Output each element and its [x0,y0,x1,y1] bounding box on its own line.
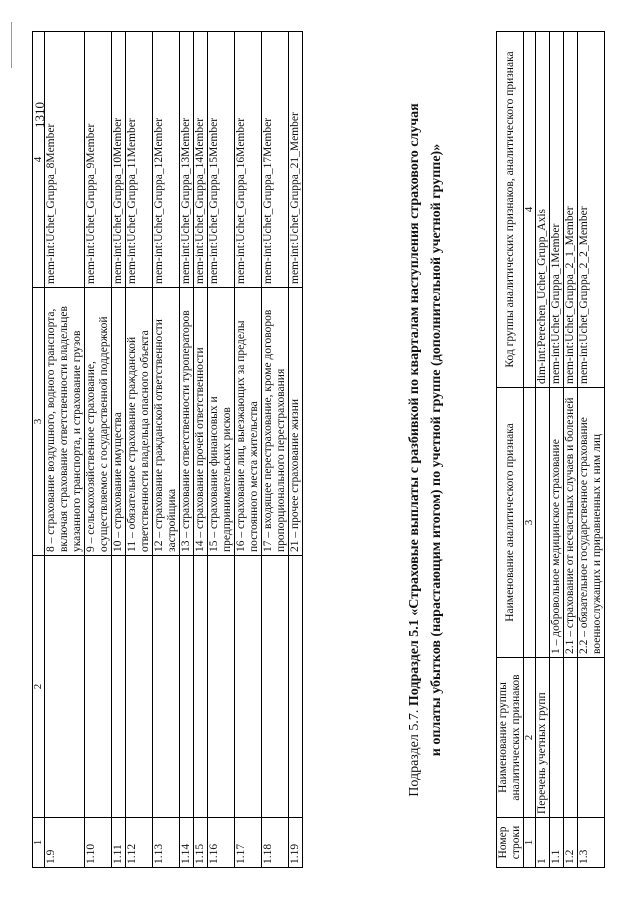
column-number: 2 [524,658,536,818]
feature-name-cell: 17 – входящее перестрахование, кроме договоров пропорционального перестрахования [262,288,289,556]
header-feature-name: Наименование аналитического признака [497,388,524,658]
row-number: 1.1 [550,818,564,868]
code-cell: mem-int:Uchet_Gruppa_21_Member [289,32,303,288]
row-number: 1.3 [578,818,605,868]
feature-name-cell: 16 – страхование лиц, выезжающих за пределы постоянного места жительства [235,288,262,556]
code-cell: mem-int:Uchet_Gruppa_10Member [112,32,126,288]
table-row [180,32,194,868]
code-cell: mem-int:Uchet_Gruppa_2_1_Member [564,32,578,388]
feature-name-cell: 1 – добровольное медицинское страхование [550,388,564,658]
column-number: 3 [524,388,536,658]
row-number: 1.18 [262,818,289,868]
code-cell: mem-int:Uchet_Gruppa_15Member [208,32,235,288]
caption-title-line-2: и оплаты убытков (нарастающим итогом) по учетной группе (дополнительной учетной группе)» [429,143,444,757]
table-row [112,32,126,868]
feature-name-cell: 11 – обязательное страхование гражданской ответственности владельца опасного объекта [126,288,153,556]
header-code: Код группы аналитических признаков, аналитического признака [497,32,524,388]
feature-name-cell: 8 – страхование воздушного, водного транспорта, включая страхование ответственности владельцев указанного транспорта, и страхование грузов [45,288,85,556]
table-row [235,32,262,868]
group-name-cell [85,556,112,818]
table-row [153,32,180,868]
code-cell: mem-int:Uchet_Gruppa_14Member [194,32,208,288]
scan-edge-mark [11,22,12,68]
column-number: 4 [33,32,45,288]
column-number: 1 [524,818,536,868]
table-row [194,32,208,868]
table-row [208,32,235,868]
column-number: 4 [524,32,536,388]
table-row [126,32,153,868]
page-number: 1310 [32,102,47,128]
feature-name-cell: 15 – страхование финансовых и предпринимательских рисков [208,288,235,556]
column-number-row [524,32,536,868]
table-row [289,32,303,868]
row-number: 1.13 [153,818,180,868]
table-row [578,32,605,868]
group-name-cell [153,556,180,818]
row-number: 1.9 [45,818,85,868]
group-name-cell [194,556,208,818]
row-number: 1.11 [112,818,126,868]
code-cell: mem-int:Uchet_Gruppa_11Member [126,32,153,288]
feature-name-cell: 21 – прочее страхование жизни [289,288,303,556]
group-name-cell [578,658,605,818]
groups-table-continued [32,31,303,868]
column-number: 2 [33,556,45,818]
group-name-cell [208,556,235,818]
row-number: 1.12 [126,818,153,868]
subsection-caption [404,32,448,868]
feature-name-cell: 9 – сельскохозяйственное страхование, осуществляемое с государственной поддержкой [85,288,112,556]
code-cell: mem-int:Uchet_Gruppa_13Member [180,32,194,288]
group-name-cell [126,556,153,818]
feature-name-cell: 13 – страхование ответственности туроператоров [180,288,194,556]
caption-title-line-1: Подраздел 5.1 «Страховые выплаты с разбивкой по кварталам наступления страхового случая [407,103,422,707]
group-name-cell [550,658,564,818]
group-name-cell [112,556,126,818]
rotated-page [32,32,626,868]
group-name-cell [289,556,303,818]
code-cell: dim-int:Perechen_Uchet_Grupp_Axis [536,32,550,388]
table-row [85,32,112,868]
code-cell: mem-int:Uchet_Gruppa_2_2_Member [578,32,605,388]
feature-name-cell [536,388,550,658]
table-row [262,32,289,868]
row-number: 1.10 [85,818,112,868]
row-number: 1.15 [194,818,208,868]
group-name-cell [235,556,262,818]
row-number: 1.14 [180,818,194,868]
feature-name-cell: 2.1 – страхование от несчастных случаев и болезней [564,388,578,658]
row-number: 1.19 [289,818,303,868]
table-row [550,32,564,868]
code-cell: mem-int:Uchet_Gruppa_17Member [262,32,289,288]
row-number: 1.16 [208,818,235,868]
table-row [564,32,578,868]
group-name-cell [180,556,194,818]
groups-table [496,31,605,868]
code-cell: mem-int:Uchet_Gruppa_1Member [550,32,564,388]
group-name-cell [262,556,289,818]
caption-prefix: Подраздел 5.7. [407,706,422,797]
feature-name-cell: 12 – страхование гражданской ответственности застройщика [153,288,180,556]
table-row [45,32,85,868]
row-number: 1.2 [564,818,578,868]
row-number: 1 [536,818,550,868]
column-number: 3 [33,288,45,556]
group-name-cell [564,658,578,818]
column-number-row [33,32,45,868]
code-cell: mem-int:Uchet_Gruppa_9Member [85,32,112,288]
feature-name-cell: 14 – страхование прочей ответственности [194,288,208,556]
caption-line-1 [404,32,426,868]
header-row-number: Номер строки [497,818,524,868]
feature-name-cell: 2.2 – обязательное государственное страхование военнослужащих и приравненных к ним лиц [578,388,605,658]
group-name-cell: Перечень учетных групп [536,658,550,818]
column-number: 1 [33,818,45,868]
table-row [536,32,550,868]
row-number: 1.17 [235,818,262,868]
code-cell: mem-int:Uchet_Gruppa_16Member [235,32,262,288]
header-group-name: Наименование группы аналитических признаков [497,658,524,818]
code-cell: mem-int:Uchet_Gruppa_8Member [45,32,85,288]
code-cell: mem-int:Uchet_Gruppa_12Member [153,32,180,288]
feature-name-cell: 10 – страхование имущества [112,288,126,556]
group-name-cell [45,556,85,818]
header-row [497,32,524,868]
